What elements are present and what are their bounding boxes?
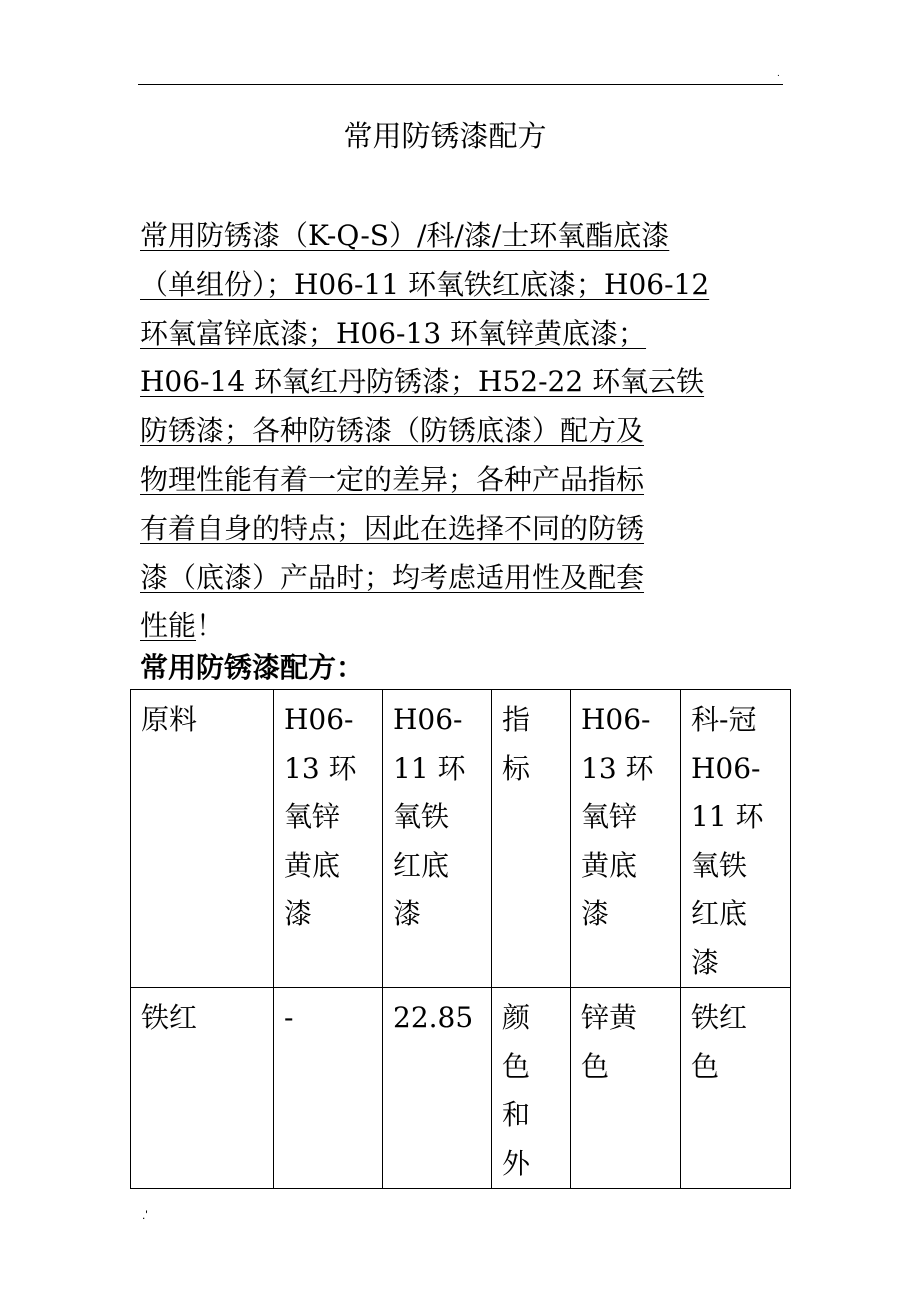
intro-line xyxy=(140,505,792,554)
cell-line: 氧锌 xyxy=(581,800,638,833)
intro-line xyxy=(140,358,792,407)
header-cell-keguan-h06-11 xyxy=(681,690,791,988)
table-header-row xyxy=(131,690,791,988)
cell-line: 色 xyxy=(581,1049,610,1083)
cell-line: 漆 xyxy=(691,945,720,979)
cell-line: 原料 xyxy=(141,703,198,736)
intro-line xyxy=(140,554,792,603)
intro-line xyxy=(140,261,792,310)
formula-subheading: 常用防锈漆配方： xyxy=(140,651,365,684)
cell-material xyxy=(131,988,274,1189)
intro-text: 防锈漆；各种防锈漆（防锈底漆）配方及 xyxy=(140,414,645,448)
cell-line: - xyxy=(284,1001,294,1034)
cell-h06-13-a-value xyxy=(274,988,383,1189)
formula-table xyxy=(130,689,791,1189)
cell-line: H06- xyxy=(691,751,761,785)
header-cell-h06-13-b xyxy=(571,690,681,988)
cell-line: H06- xyxy=(284,703,354,736)
intro-trailing-mark: ！ xyxy=(196,609,225,643)
cell-line: 色 xyxy=(502,1049,531,1083)
intro-text: 有着自身的特点；因此在选择不同的防锈 xyxy=(140,511,645,545)
cell-keguan-value xyxy=(681,988,791,1189)
cell-line: 漆 xyxy=(393,897,422,930)
cell-h06-11-value xyxy=(383,988,492,1189)
cell-line: H06- xyxy=(393,703,463,736)
cell-line: H06- xyxy=(581,703,651,736)
cell-line: 11 环 xyxy=(691,800,764,833)
header-mark: . xyxy=(777,68,780,79)
intro-line xyxy=(140,310,792,359)
intro-text: 常用防锈漆（K-Q-S）/科/漆/士环氧酯底漆 xyxy=(140,219,670,252)
cell-line: 和 xyxy=(502,1098,531,1131)
cell-line: 氧铁 xyxy=(691,848,748,882)
intro-line xyxy=(140,602,792,651)
cell-h06-13-b-value xyxy=(571,988,681,1189)
intro-text: （单组份）；H06-11 环氧铁红底漆；H06-12 xyxy=(140,267,710,301)
intro-text: 物理性能有着一定的差异；各种产品指标 xyxy=(140,462,645,496)
cell-line: 红底 xyxy=(393,848,450,882)
intro-text: 性能 xyxy=(140,609,197,643)
intro-line xyxy=(140,456,792,505)
footer-mark: .' xyxy=(142,1208,148,1222)
header-cell-index xyxy=(492,690,571,988)
cell-line: 13 环 xyxy=(581,751,654,785)
intro-line xyxy=(140,212,792,261)
cell-line: 11 环 xyxy=(393,751,466,785)
document-title: 常用防锈漆配方 xyxy=(343,119,547,153)
intro-paragraph xyxy=(140,212,792,651)
cell-line: 锌黄 xyxy=(581,1001,638,1034)
cell-line: 漆 xyxy=(581,897,610,930)
cell-line: 色 xyxy=(691,1049,720,1083)
intro-text: H06-14 环氧红丹防锈漆；H52-22 环氧云铁 xyxy=(140,365,705,399)
cell-line: 黄底 xyxy=(581,848,638,882)
cell-line: 黄底 xyxy=(284,848,341,882)
table-row xyxy=(131,988,791,1189)
cell-line: 标 xyxy=(502,751,531,785)
intro-text: 环氧富锌底漆；H06-13 环氧锌黄底漆； xyxy=(140,316,647,350)
cell-line: 漆 xyxy=(284,897,313,930)
cell-line: 红底 xyxy=(691,897,748,930)
header-cell-h06-11 xyxy=(383,690,492,988)
cell-line: 氧铁 xyxy=(393,800,450,833)
cell-line: 22.85 xyxy=(393,1001,474,1034)
cell-line: 科-冠 xyxy=(691,703,757,736)
cell-line: 外 xyxy=(502,1146,531,1180)
intro-line xyxy=(140,407,792,456)
cell-line: 铁红 xyxy=(691,1001,748,1034)
cell-line: 指 xyxy=(502,703,531,736)
header-cell-material xyxy=(131,690,274,988)
cell-line: 氧锌 xyxy=(284,800,341,833)
cell-index-name xyxy=(492,988,571,1189)
intro-text: 漆（底漆）产品时；均考虑适用性及配套 xyxy=(140,560,645,594)
cell-line: 颜 xyxy=(502,1001,531,1034)
cell-line: 铁红 xyxy=(141,1001,198,1034)
header-rule xyxy=(138,84,783,85)
header-cell-h06-13-a xyxy=(274,690,383,988)
cell-line: 13 环 xyxy=(284,751,357,785)
